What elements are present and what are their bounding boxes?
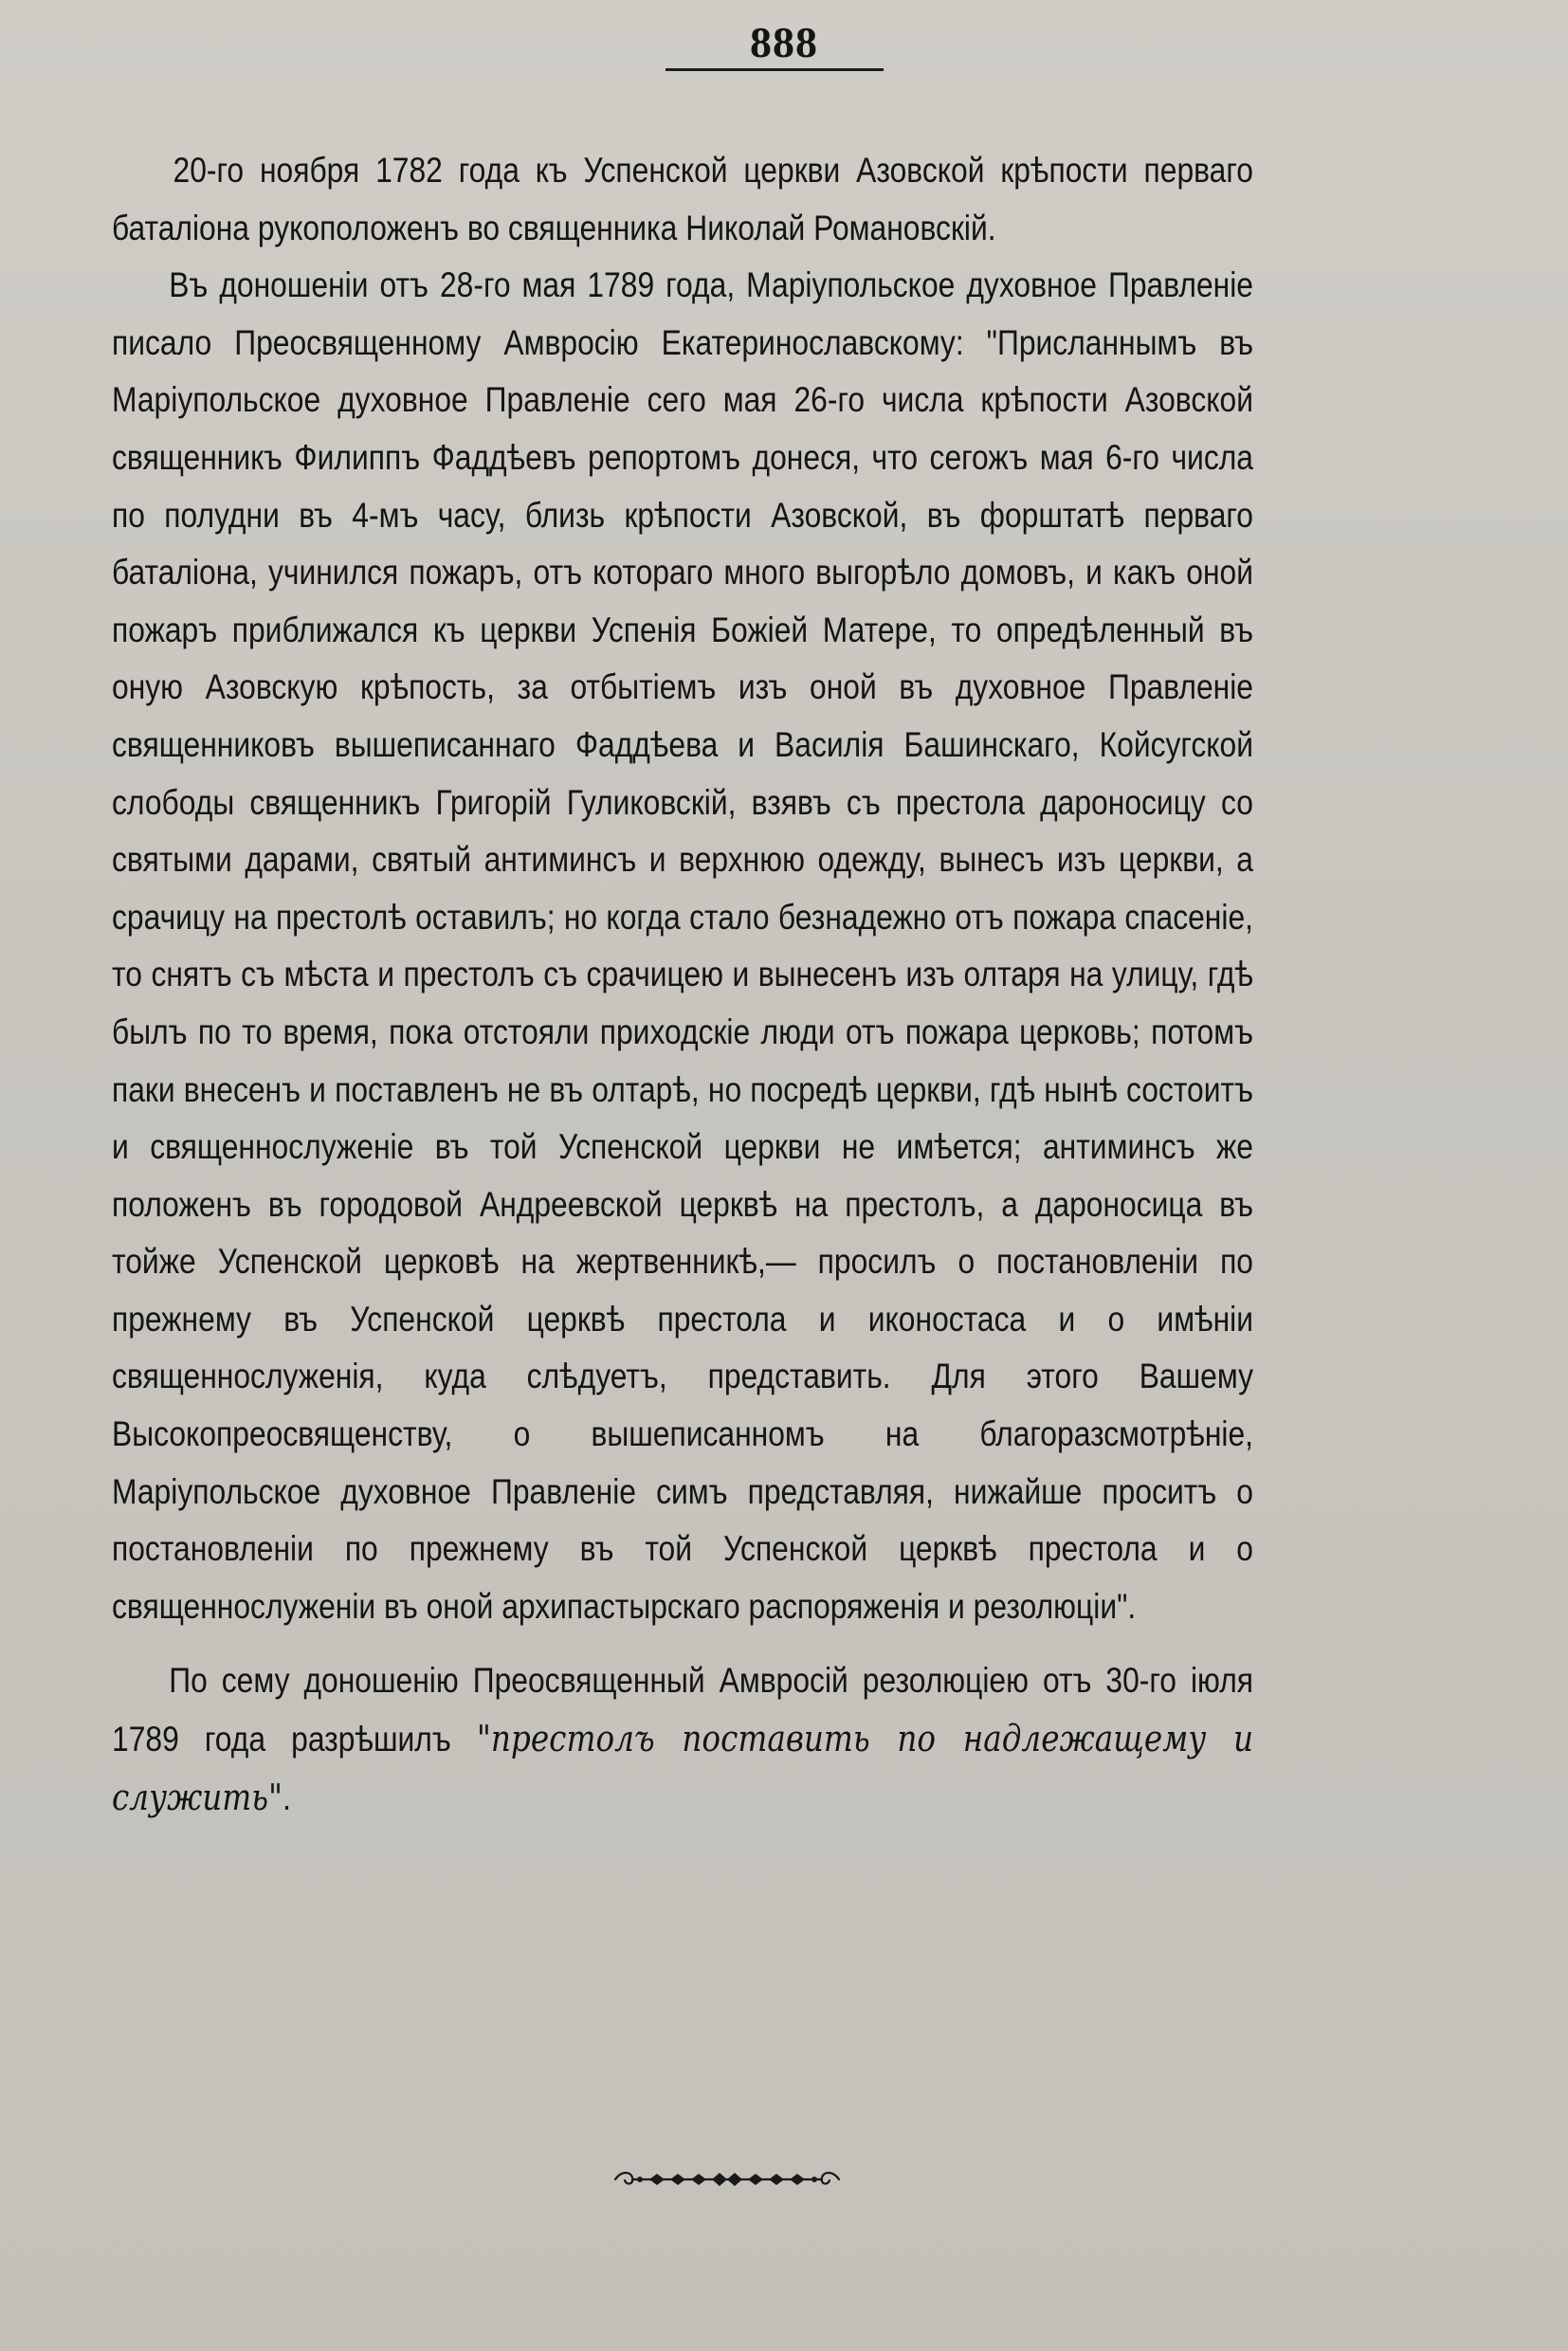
page-number: 888 [750, 18, 818, 66]
scroll-ornament-icon [611, 2167, 843, 2192]
header-rule [665, 68, 884, 71]
paragraph-ordination: 20-го ноября 1782 года къ Успенской церкви Азовской крѣпости перваго баталіона рукоположенъ во священника Николай Романовскій. [112, 151, 1253, 247]
resolution-end: . [283, 1777, 291, 1817]
paragraph-report: Въ доношеніи отъ 28-го мая 1789 года, Маріупольское духовное Правленіе писало Преосвященному Амвросію Екатеринославскому: "Присланнымъ въ Маріупольское духовное Правленіе сего мая 26-го числа крѣпости Азовской священникъ Филиппъ Фаддѣевъ репортомъ донеся, что сегожъ мая 6-го числа по полудни въ 4-мъ часу, близь крѣпости Азовской, въ форштатѣ перваго баталіона, учинился пожаръ, отъ котораго много выгорѣло домовъ, и какъ оной пожаръ приближался къ церкви Успенія Божіей Матере, то опредѣленный въ оную Азовскую крѣпость, за отбытіемъ изъ оной въ духовное Правленіе священниковъ вышеписаннаго Фаддѣева и Василія Башинскаго, Койсугской слободы священникъ Григорій Гуликовскій, взявъ съ престола дароносицу со святыми дарами, святый антиминсъ и верхнюю одежду, вынесъ изъ церкви, а срачицу на престолѣ оставилъ; но когда стало безнадежно отъ пожара спасеніе, то снятъ съ мѣста и престолъ съ срачицею и вынесенъ изъ олтаря на улицу, гдѣ былъ по то время, пока отстояли приходскіе люди отъ пожара церковь; потомъ паки внесенъ и поставленъ не въ олтарѣ, но посредѣ церкви, гдѣ нынѣ состоитъ и священнослуженіе въ той Успенской церкви не имѣется; антиминсъ же положенъ въ городовой Андреевской церквѣ на престолъ, а дароносица въ тойже Успенской церковѣ на жертвенникѣ,— просилъ о постановленіи по прежнему въ Успенской церквѣ престола и иконостаса и о имѣніи священнослуженія, куда слѣдуетъ, представить. Для этого Вашему Высокопреосвященству, о вышеписанномъ на благоразсмотрѣніе, Маріупольское духовное Правленіе симъ представляя, нижайше проситъ о постановленіи по прежнему въ той Успенской церквѣ престола и о священнослуженіи въ оной архипастырскаго распоряженія и резолюціи". [112, 265, 1254, 1626]
body-text [112, 142, 1253, 1827]
paragraph-resolution [112, 1652, 1253, 1827]
resolution-lead: По сему доношенію Преосвященный Амвросій резолюціею отъ 30-го іюля 1789 года разрѣшилъ [112, 1661, 1254, 1759]
resolution-quote: "престолъ поставить по надлежащему и служить" [112, 1718, 1253, 1818]
